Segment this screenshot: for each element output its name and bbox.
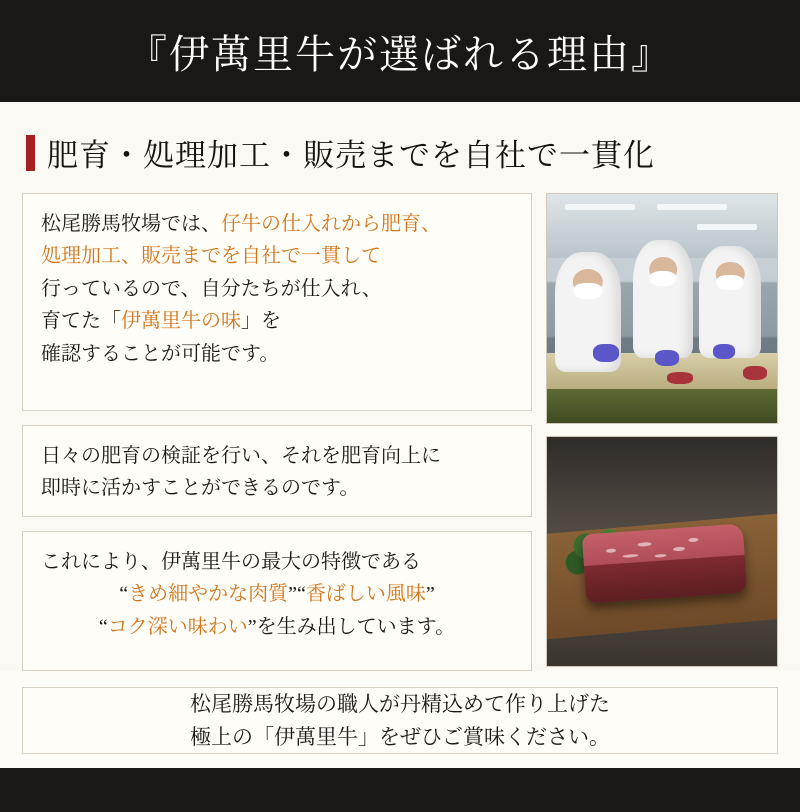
card-consistency-line-2	[41, 240, 513, 272]
card-features	[22, 531, 532, 671]
card-verification	[22, 425, 532, 517]
card-consistency-line-1	[41, 208, 513, 240]
text-segment: 即時に活かすことができるのです。	[41, 477, 360, 500]
content-columns	[22, 193, 778, 671]
text-segment-highlight: 伊萬里牛の味	[121, 310, 241, 333]
card-consistency-line-5	[41, 338, 513, 370]
text-segment: “	[119, 583, 129, 606]
card-verification-line-1	[41, 440, 513, 472]
text-column	[22, 193, 532, 671]
text-segment: ”	[425, 583, 435, 606]
card-consistency-line-3	[41, 273, 513, 305]
card-verification-line-2	[41, 472, 513, 504]
text-segment: ”を生み出しています。	[247, 615, 456, 638]
text-segment: 松尾勝馬牧場では、	[41, 213, 221, 235]
text-segment: 行っているので、自分たちが仕入れ、	[41, 277, 382, 300]
photo-wagyu-beef-block	[546, 436, 778, 667]
header-band	[0, 0, 800, 102]
content-area	[0, 102, 800, 671]
text-segment: これにより、伊萬里牛の最大の特徴である	[41, 551, 421, 573]
text-segment: “	[98, 615, 108, 638]
footer-line-2: 極上の「伊萬里牛」をぜひご賞味ください。	[190, 724, 610, 749]
section-heading-text: 肥育・処理加工・販売までを自社で一貫化	[47, 138, 655, 173]
page-title: 『伊萬里牛が選ばれる理由』	[127, 31, 673, 77]
footer-line-1: 松尾勝馬牧場の職人が丹精込めて作り上げた	[190, 692, 610, 716]
text-segment: ”“	[288, 583, 306, 606]
heading-accent-bar	[26, 135, 35, 171]
photo-column	[546, 193, 778, 667]
text-segment-highlight: 処理加工、販売までを自社で一貫して	[41, 245, 381, 268]
text-segment-highlight: 香ばしい風味	[305, 583, 426, 606]
text-segment-highlight: コク深い味わい	[107, 615, 248, 638]
text-segment-highlight: 仔牛の仕入れから肥育、	[221, 213, 441, 235]
card-consistency	[22, 193, 532, 411]
card-features-line-1	[41, 546, 513, 578]
card-consistency-line-4	[41, 305, 513, 337]
footer-message-box	[22, 687, 778, 754]
section-heading	[26, 130, 778, 175]
text-segment: 日々の肥育の検証を行い、それを肥育向上に	[41, 445, 441, 467]
card-features-line-3	[41, 611, 513, 643]
text-segment: 」を	[241, 310, 281, 333]
text-segment-highlight: きめ細やかな肉質	[128, 583, 289, 606]
footer-band	[0, 768, 800, 812]
text-segment: 確認することが可能です。	[41, 342, 280, 365]
card-features-line-2	[41, 578, 513, 610]
text-segment: 育てた「	[41, 310, 121, 333]
photo-processing-facility	[546, 193, 778, 424]
